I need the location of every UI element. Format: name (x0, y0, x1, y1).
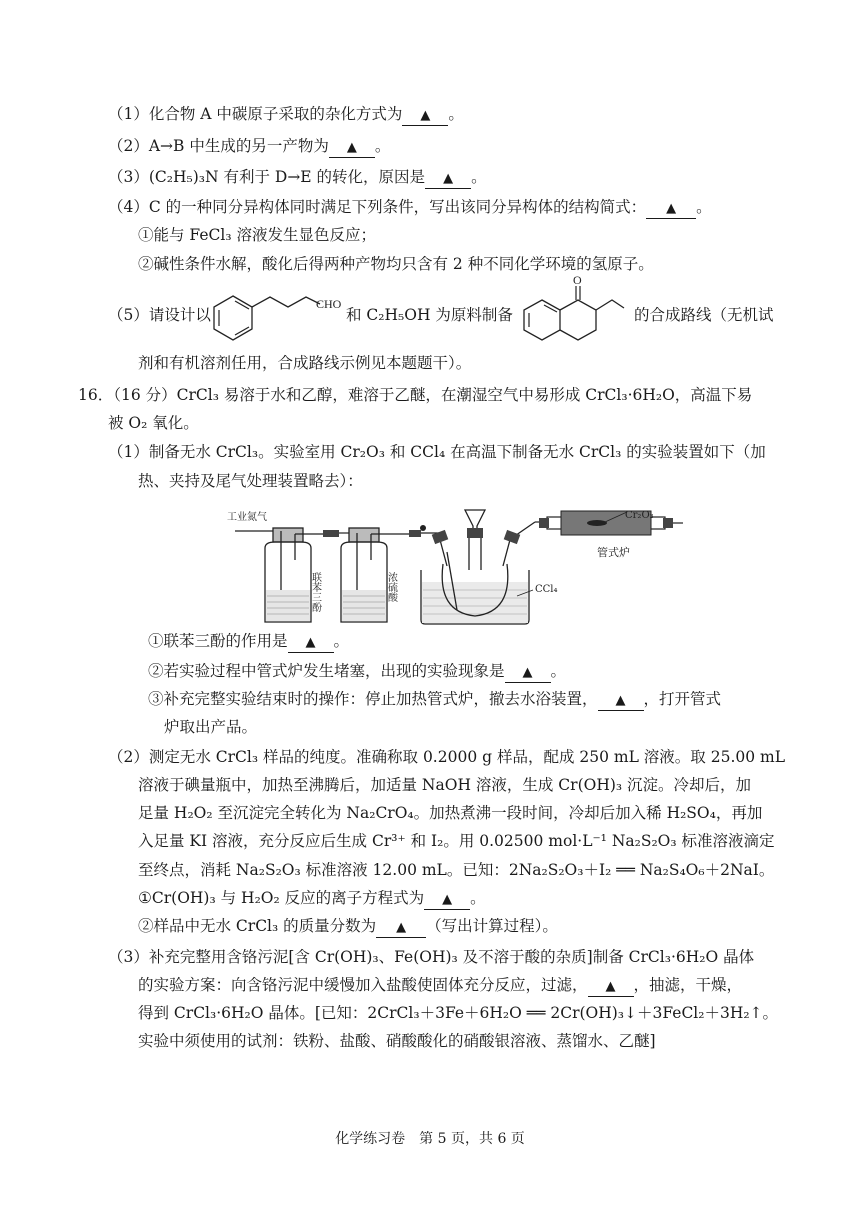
answer-blank[interactable]: ▲ (646, 198, 696, 219)
answer-blank[interactable]: ▲ (329, 137, 375, 158)
svg-text:联苯三酚: 联苯三酚 (309, 572, 321, 612)
q16-sub3-line4: 实验中须使用的试剂：铁粉、盐酸、硝酸酸化的硝酸银溶液、蒸馏水、乙醚] (138, 1032, 656, 1050)
q16-sub2-line1: （2）测定无水 CrCl₃ 样品的纯度。准确称取 0.2000 g 样品，配成 250 mL 溶液。取 25.00 mL (108, 748, 786, 766)
q15-part5-c: 的合成路线（无机试 (634, 306, 774, 324)
q15-part2: （2）A→B 中生成的另一产物为 ▲ 。 (108, 135, 390, 158)
q16-intro-line2: 被 O₂ 氧化。 (108, 414, 199, 432)
tetralone-structure (520, 272, 630, 352)
page-footer: 化学练习卷 第 5 页，共 6 页 (335, 1131, 525, 1147)
q16-sub1-q1: ①联苯三酚的作用是 ▲ 。 (148, 630, 349, 653)
answer-blank[interactable]: ▲ (588, 976, 634, 997)
q16-sub2-q2: ②样品中无水 CrCl₃ 的质量分数为 ▲ （写出计算过程）。 (138, 915, 558, 938)
q16-sub3-line3: 得到 CrCl₃·6H₂O 晶体。[已知：2CrCl₃＋3Fe＋6H₂O ══ 2Cr(OH)₃↓＋3FeCl₂＋3H₂↑。 (138, 1004, 779, 1022)
answer-blank[interactable]: ▲ (598, 690, 644, 711)
q16-sub3-line2: 的实验方案：向含铬污泥中缓慢加入盐酸使固体充分反应，过滤， ▲ ，抽滤，干燥， (138, 974, 742, 997)
q15-condition-1: ①能与 FeCl₃ 溶液发生显色反应； (138, 226, 376, 244)
answer-blank[interactable]: ▲ (376, 917, 426, 938)
q16-sub3-line1: （3）补充完整用含铬污泥[含 Cr(OH)₃、Fe(OH)₃ 及不溶于酸的杂质]制备 CrCl₃·6H₂O 晶体 (108, 948, 755, 966)
answer-blank[interactable]: ▲ (424, 889, 470, 910)
answer-blank[interactable]: ▲ (425, 168, 471, 189)
q15-part5-a: （5）请设计以 (108, 306, 211, 324)
q16-sub2-line2: 溶液于碘量瓶中，加热至沸腾后，加适量 NaOH 溶液，生成 Cr(OH)₃ 沉淀。冷却后，加 (138, 776, 752, 794)
q16-sub1-q3: ③补充完整实验结束时的操作：停止加热管式炉，撤去水浴装置， ▲ ，打开管式 (148, 688, 721, 711)
q15-part3: （3）(C₂H₅)₃N 有利于 D→E 的转化，原因是 ▲ 。 (108, 166, 487, 189)
svg-text:O: O (573, 273, 582, 287)
q16-sub2-line3: 足量 H₂O₂ 至沉淀完全转化为 Na₂CrO₄。加热煮沸一段时间，冷却后加入稀 H₂SO₄，再加 (138, 804, 763, 822)
q15-part5-b: 和 C₂H₅OH 为原料制备 (346, 306, 513, 324)
q16-sub1-q2: ②若实验过程中管式炉发生堵塞，出现的实验现象是 ▲ 。 (148, 660, 566, 683)
q15-part4: （4）C 的一种同分异构体同时满足下列条件，写出该同分异构体的结构简式： ▲ 。 (108, 196, 712, 219)
apparatus-diagram (225, 500, 685, 630)
q16-sub1-line2: 热、夹持及尾气处理装置略去）： (138, 472, 363, 490)
q15-part5-d: 剂和有机溶剂任用，合成路线示例见本题题干）。 (138, 354, 472, 372)
q16-sub1-line1: （1）制备无水 CrCl₃。实验室用 Cr₂O₃ 和 CCl₄ 在高温下制备无水 CrCl₃ 的实验装置如下（加 (108, 443, 766, 461)
svg-text:浓硫酸: 浓硫酸 (385, 572, 397, 602)
q15-part1: （1）化合物 A 中碳原子采取的杂化方式为 ▲ 。 (108, 103, 464, 126)
q16-sub2-q1: ①Cr(OH)₃ 与 H₂O₂ 反应的离子方程式为 ▲ 。 (138, 887, 486, 910)
q16-sub1-q3-cont: 炉取出产品。 (164, 718, 258, 736)
svg-text:CHO: CHO (316, 297, 342, 311)
svg-text:管式炉: 管式炉 (597, 546, 630, 559)
answer-blank[interactable]: ▲ (505, 662, 551, 683)
answer-blank[interactable]: ▲ (288, 632, 334, 653)
phenylbutanal-structure (208, 284, 348, 344)
answer-blank[interactable]: ▲ (402, 105, 448, 126)
svg-text:CCl₄: CCl₄ (535, 584, 558, 595)
q16-sub2-line5: 至终点，消耗 Na₂S₂O₃ 标准溶液 12.00 mL。已知：2Na₂S₂O₃＋I₂ ══ Na₂S₄O₆＋2NaI。 (138, 861, 775, 879)
svg-text:Cr₂O₃: Cr₂O₃ (625, 510, 654, 521)
q15-condition-2: ②碱性条件水解，酸化后得两种产物均只含有 2 种不同化学环境的氢原子。 (138, 255, 654, 273)
svg-text:工业氮气: 工业氮气 (227, 512, 267, 523)
q16-sub2-line4: 入足量 KI 溶液，充分反应后生成 Cr³⁺ 和 I₂。用 0.02500 mol·L⁻¹ Na₂S₂O₃ 标准溶液滴定 (138, 832, 775, 850)
q16-intro-line1: 16．（16 分）CrCl₃ 易溶于水和乙醇，难溶于乙醚，在潮湿空气中易形成 CrCl₃·6H₂O，高温下易 (78, 386, 753, 404)
